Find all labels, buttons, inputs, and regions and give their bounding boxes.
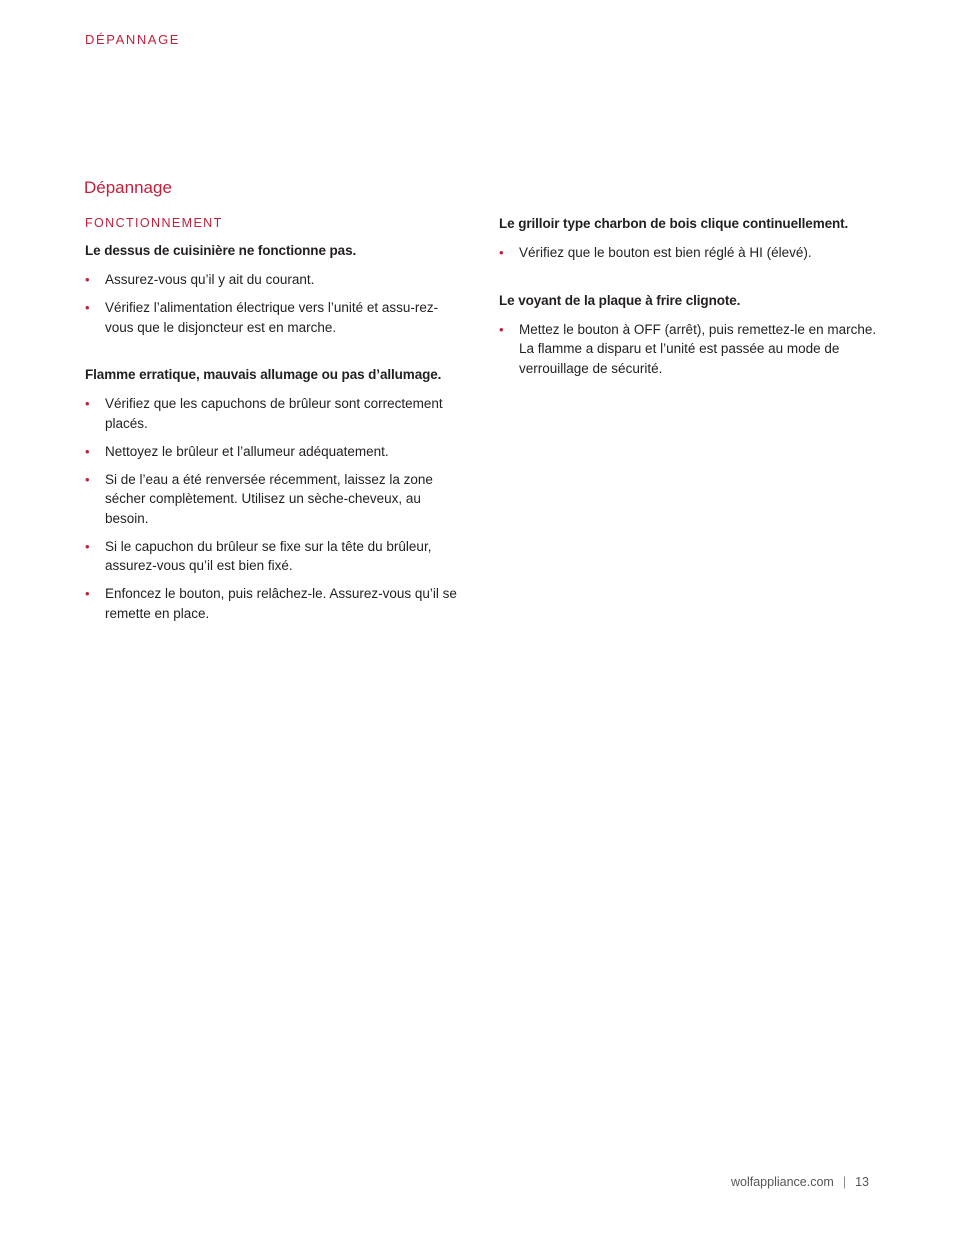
list-item-text: Nettoyez le brûleur et l’allumeur adéquatement. (105, 443, 389, 459)
problem-heading: Le voyant de la plaque à frire clignote. (499, 292, 741, 308)
footer-separator: | (842, 1175, 847, 1189)
left-column (85, 215, 465, 652)
list-item-text: Vérifiez l’alimentation électrique vers l’unité et assu-rez-vous que le disjoncteur est en marche. (105, 300, 439, 335)
bullet-icon: • (85, 396, 90, 411)
solution-list (499, 320, 879, 379)
list-item-text: Enfoncez le bouton, puis relâchez-le. Assurez-vous qu’il se remette en place. (105, 586, 457, 621)
list-item (85, 270, 465, 290)
problem-heading: Le dessus de cuisinière ne fonctionne pas. (85, 243, 357, 258)
list-item (85, 442, 465, 462)
list-item-text: Si de l’eau a été renversée récemment, laissez la zone sécher complètement. Utilisez un sèche-cheveux, au besoin. (105, 471, 433, 526)
bullet-icon: • (499, 245, 504, 260)
bullet-icon: • (85, 471, 90, 487)
problem-group (499, 215, 879, 263)
list-item-text: Assurez-vous qu’il y ait du courant. (105, 272, 315, 287)
website-link[interactable]: wolfappliance.com (731, 1175, 834, 1189)
list-item (85, 298, 465, 337)
list-item (85, 584, 465, 623)
list-item (499, 320, 879, 379)
section-tag: DÉPANNAGE (85, 32, 181, 47)
problem-heading: Flamme erratique, mauvais allumage ou pas d’allumage. (85, 367, 442, 382)
page-footer (731, 1175, 869, 1189)
list-item (85, 470, 465, 529)
bullet-icon: • (499, 321, 504, 337)
bullet-icon: • (85, 443, 90, 459)
solution-list (85, 270, 465, 337)
problem-heading: Le grilloir type charbon de bois clique continuellement. (499, 216, 849, 231)
bullet-icon: • (85, 538, 90, 554)
list-item-text: Mettez le bouton à OFF (arrêt), puis remettez-le en marche. La flamme a disparu et l’unité est passée au mode de verrouillage de sécurité. (519, 321, 877, 376)
problem-group (85, 242, 465, 337)
bullet-icon: • (85, 300, 90, 315)
list-item-text: Vérifiez que les capuchons de brûleur sont correctement placés. (105, 396, 443, 431)
page-title: Dépannage (84, 178, 172, 197)
right-column (499, 215, 879, 407)
solution-list (85, 394, 465, 623)
bullet-icon: • (85, 272, 90, 287)
problem-group (499, 292, 879, 379)
list-item-text: Si le capuchon du brûleur se fixe sur la tête du brûleur, assurez-vous qu’il est bien fixé. (105, 538, 432, 573)
list-item-text: Vérifiez que le bouton est bien réglé à HI (élevé). (519, 245, 812, 260)
problem-group (85, 366, 465, 623)
list-item (85, 394, 465, 433)
section-label: FONCTIONNEMENT (85, 216, 223, 230)
page-number: 13 (855, 1175, 869, 1189)
list-item (499, 243, 879, 263)
list-item (85, 537, 465, 576)
bullet-icon: • (85, 586, 90, 601)
solution-list (499, 243, 879, 263)
